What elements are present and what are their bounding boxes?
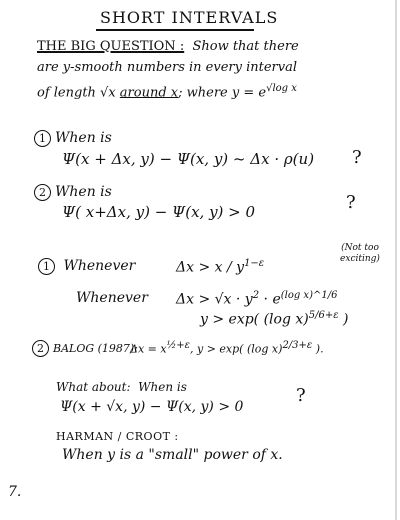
when-1-label: When is <box>55 130 112 146</box>
page-number: 7. <box>8 484 22 500</box>
balog-formula-main: Δx = x <box>130 342 167 356</box>
question-text-3c: ; where y = e <box>178 85 267 101</box>
question-mark: ? <box>352 147 362 168</box>
what-about-label: What about: <box>56 380 131 394</box>
answer-2-formula <box>176 290 337 308</box>
harman-croot-label: HARMAN / CROOT : <box>56 430 179 443</box>
circled-number: 1 <box>38 258 55 275</box>
balog-condition: , y > exp( (log x) <box>190 342 283 356</box>
circled-number: 1 <box>34 130 51 147</box>
circled-number: 2 <box>32 340 49 357</box>
page-title: SHORT INTERVALS <box>100 8 279 27</box>
answer-2-condition-exponent: 5/6+ε <box>308 310 339 321</box>
harman-croot-text: When y is a "small" power of x. <box>62 447 283 463</box>
balog-formula <box>130 340 324 356</box>
question-mark: ? <box>346 192 356 213</box>
balog-formula-exponent: ½+ε <box>166 340 190 351</box>
answer-2-formula-tail: · e <box>259 291 281 308</box>
question-text-1: Show that there <box>192 39 299 54</box>
answer-1-label <box>38 258 135 275</box>
what-about-formula: Ψ(x + √x, y) − Ψ(x, y) > 0 <box>60 399 244 415</box>
question-text-3a: of length √x <box>37 85 120 101</box>
answer-2-condition-end: ) <box>338 311 349 328</box>
answer-2-condition-main: y > exp( (log x) <box>200 311 309 328</box>
when-1-formula: Ψ(x + Δx, y) − Ψ(x, y) ~ Δx · ρ(u) <box>62 150 315 168</box>
when-2-formula: Ψ( x+Δx, y) − Ψ(x, y) > 0 <box>62 203 256 221</box>
what-about-when: When is <box>138 380 187 394</box>
question-line-2: are y-smooth numbers in every interval <box>37 60 298 75</box>
balog-citation: BALOG (1987): <box>53 342 138 355</box>
not-too-exciting-note: (Not too exciting) <box>340 243 380 264</box>
answer-1-whenever: Whenever <box>63 258 136 274</box>
title-underline <box>96 29 254 31</box>
answer-2-formula-tail-exponent: (log x)^1/6 <box>280 290 338 301</box>
when-2-heading <box>34 184 112 201</box>
circled-number: 2 <box>34 184 51 201</box>
question-line-3 <box>37 83 297 100</box>
answer-2-label: Whenever <box>76 290 148 306</box>
answer-1-formula <box>176 258 264 276</box>
when-2-label: When is <box>55 184 112 200</box>
answer-2-formula-exponent: 2 <box>252 290 260 301</box>
question-exponent: √log x <box>266 83 297 94</box>
big-question-label: THE BIG QUESTION : <box>37 39 185 54</box>
question-text-3b: around x <box>119 85 179 101</box>
balog-label <box>32 340 138 357</box>
page-edge <box>395 0 397 520</box>
what-about-line <box>56 380 187 394</box>
answer-2-condition <box>200 310 349 328</box>
balog-condition-exponent: 2/3+ε <box>282 340 313 351</box>
balog-condition-end: ). <box>312 342 324 356</box>
when-1-heading <box>34 130 112 147</box>
question-mark: ? <box>296 385 306 406</box>
answer-2-formula-main: Δx > √x · y <box>176 291 253 308</box>
answer-1-formula-exponent: 1−ε <box>244 258 265 269</box>
answer-1-formula-main: Δx > x / y <box>176 259 245 276</box>
question-line-1 <box>37 39 299 54</box>
